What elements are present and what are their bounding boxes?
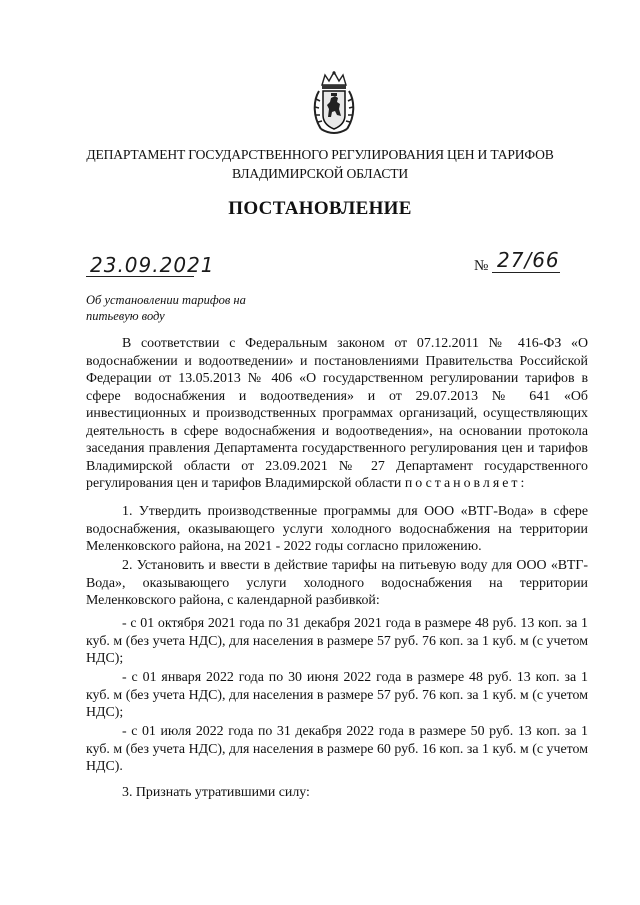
department-name-line2: ВЛАДИМИРСКОЙ ОБЛАСТИ: [232, 166, 408, 181]
intro-text: В соответствии с Федеральным законом от 07.12.2011 № 416-ФЗ «О водоснабжении и водоотведении» и постановлениями Правительства Российской Федерации от 13.05.2013 № 406 «О государственном регулировании тарифов в сфере водоснабжения и водоотведения» и от 29.07.2013 № 641 «Об инвестиционных и производственных программах организаций, осуществляющих деятельность в сфере водоснабжения и водоотведения», на основании протокола заседания правления Департамента государственного регулирования цен и тарифов Владимирской области от 23.09.2021 № 27 Департамент государственного регулирования цен и тарифов Владимирской области: [86, 336, 588, 491]
document-date: 23.09.2021: [90, 253, 215, 277]
coat-of-arms-icon: [313, 71, 355, 137]
document-title: ПОСТАНОВЛЕНИЕ: [228, 198, 412, 219]
department-name-line1: ДЕПАРТАМЕНТ ГОСУДАРСТВЕННОГО РЕГУЛИРОВАНИЯ ЦЕН И ТАРИФОВ: [86, 147, 554, 162]
tariff-period-2: - с 01 января 2022 года по 30 июня 2022 года в размере 48 руб. 13 коп. за 1 куб. м (без учета НДС), для населения в размере 57 руб. 76 коп. за 1 куб. м (с учетом НДС);: [86, 670, 588, 720]
number-label: №: [474, 258, 489, 274]
document-number: 27/66: [497, 248, 560, 272]
item-2-paragraph: 2. Установить и ввести в действие тарифы на питьевую воду для ООО «ВТГ-Вода», оказывающего услуги холодного водоснабжения на территории Меленковского района, с календарной разбивкой:: [86, 558, 588, 608]
date-underline: [86, 276, 194, 277]
tariff-period-1: - с 01 октября 2021 года по 31 декабря 2021 года в размере 48 руб. 13 коп. за 1 куб. м (без учета НДС), для населения в размере 57 руб. 76 коп. за 1 куб. м (с учетом НДС);: [86, 616, 588, 666]
number-underline: [492, 272, 560, 273]
item-3-paragraph: 3. Признать утратившими силу:: [122, 785, 310, 800]
decree-word: постановляет:: [404, 476, 528, 491]
intro-paragraph: [86, 335, 588, 493]
document-subject: Об установлении тарифов на питьевую воду: [86, 293, 246, 323]
tariff-period-3: - с 01 июля 2022 года по 31 декабря 2022 года в размере 50 руб. 13 коп. за 1 куб. м (без учета НДС), для населения в размере 60 руб. 16 коп. за 1 куб. м (с учетом НДС).: [86, 724, 588, 774]
item-1-paragraph: 1. Утвердить производственные программы для ООО «ВТГ-Вода» в сфере водоснабжения, оказывающего услуги холодного водоснабжения на территории Меленковского района, на 2021 - 2022 годы согласно приложению.: [86, 504, 588, 554]
